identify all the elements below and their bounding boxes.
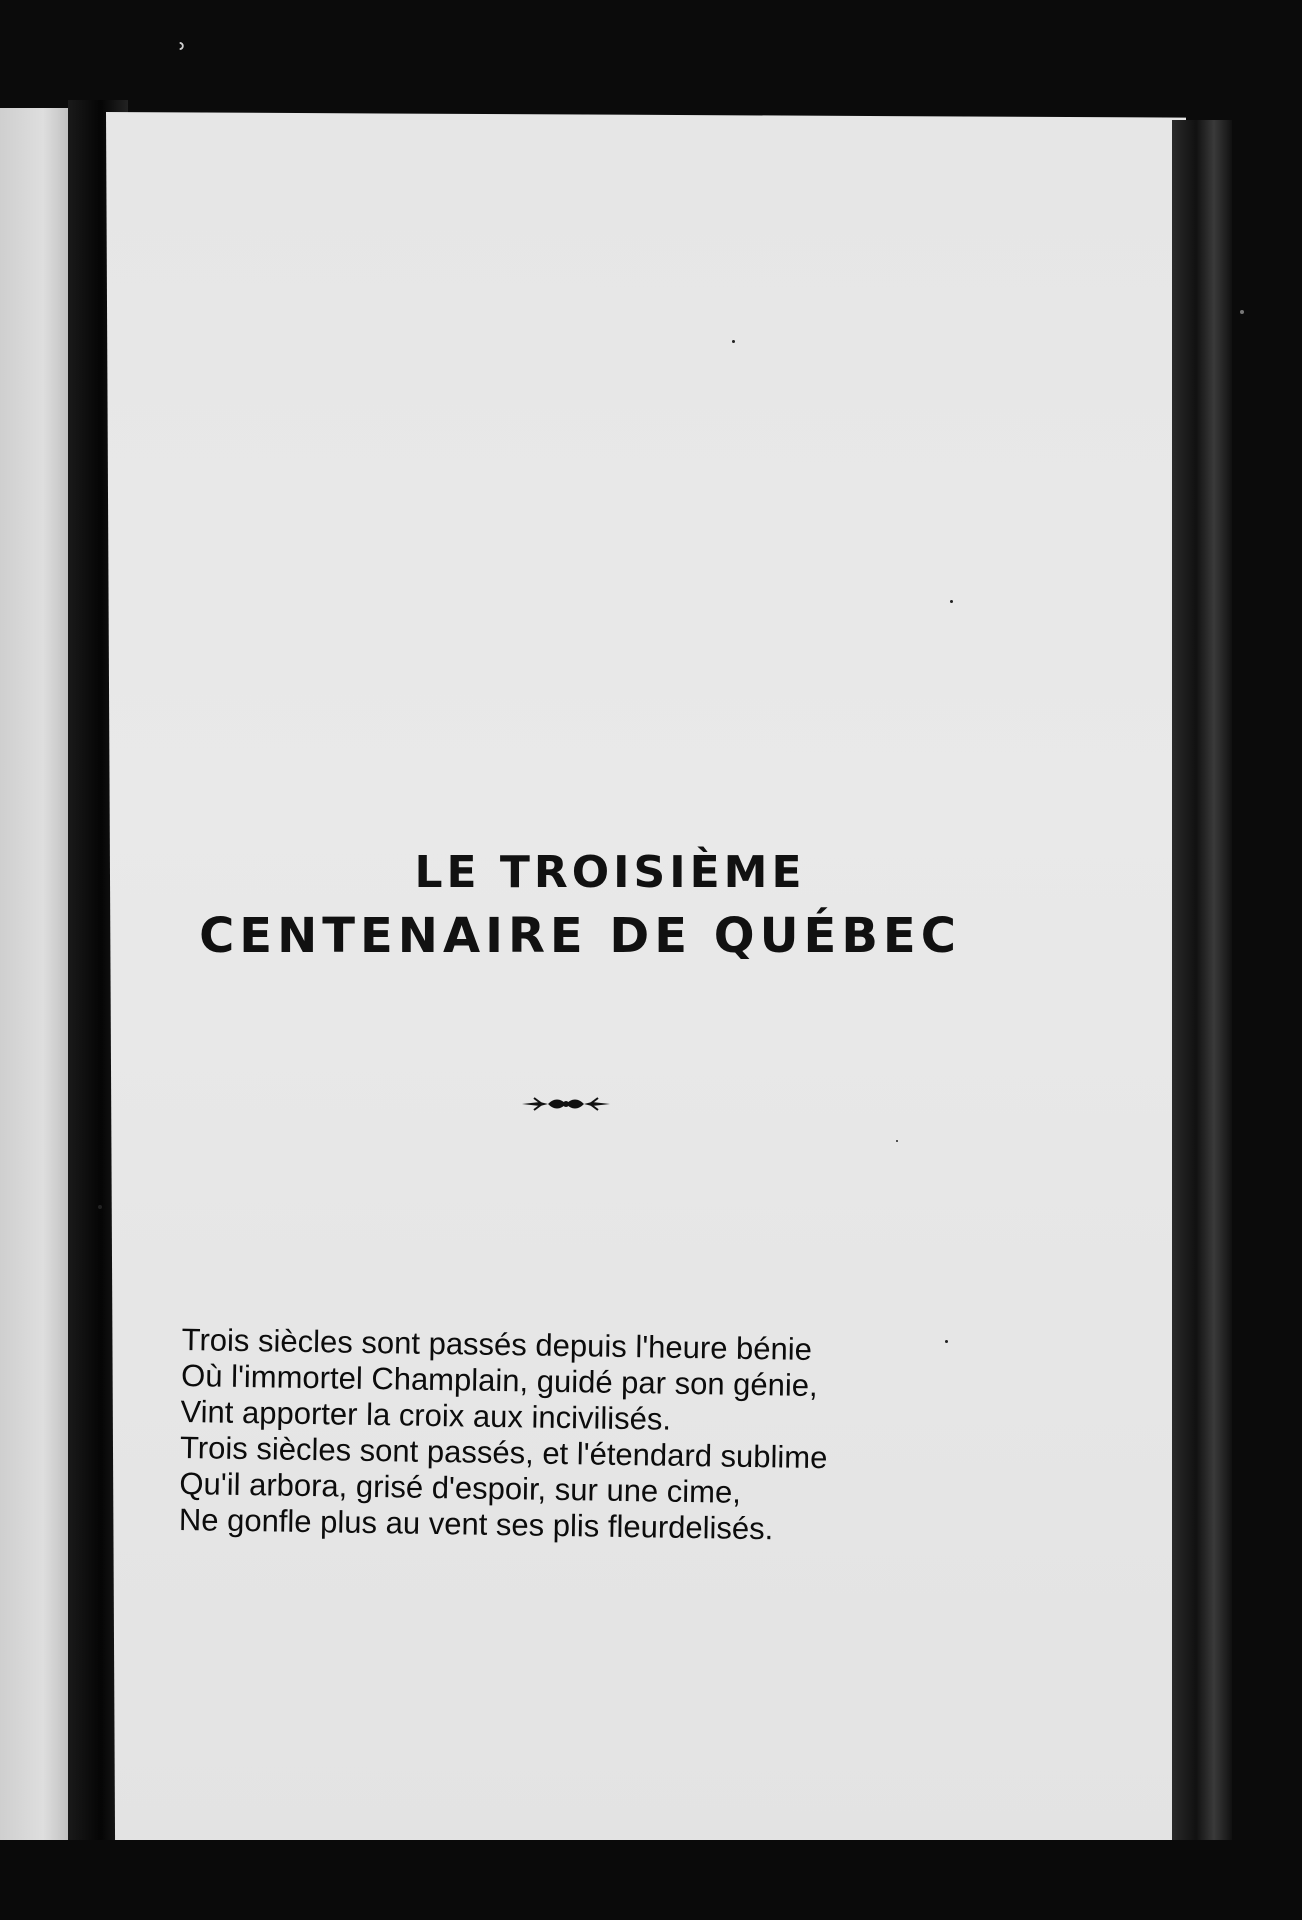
poem-stanza [179,1322,902,1549]
scan-corner-mark: ʾ [178,38,188,73]
fleuron-divider-icon [520,1092,612,1116]
poem-line: Trois siècles sont passés depuis l'heure bénie [181,1322,813,1367]
page-title [190,845,970,971]
title-line-2: CENTENAIRE DE QUÉBEC [199,908,961,964]
poem-line: Ne gonfle plus au vent ses plis fleurdelisés. [178,1501,774,1547]
poem-line: Où l'immortel Champlain, guidé par son génie, [180,1357,818,1403]
page-edge [1172,120,1232,1840]
scan-border-bottom [0,1840,1302,1920]
scan-speck [950,600,953,603]
left-page-fragment [0,108,72,1840]
main-page [106,112,1195,1858]
scan-speck [732,340,735,343]
poem-line: Trois siècles sont passés, et l'étendard sublime [179,1429,828,1476]
scan-speck [896,1140,898,1142]
title-line-1: LE TROISIÈME [414,847,806,898]
poem-line: Vint apporter la croix aux incivilisés. [180,1393,672,1437]
scan-speck [1240,310,1244,314]
scan-speck [945,1340,948,1343]
poem-line: Qu'il arbora, grisé d'espoir, sur une cime, [179,1465,742,1510]
scan-speck [98,1205,102,1209]
